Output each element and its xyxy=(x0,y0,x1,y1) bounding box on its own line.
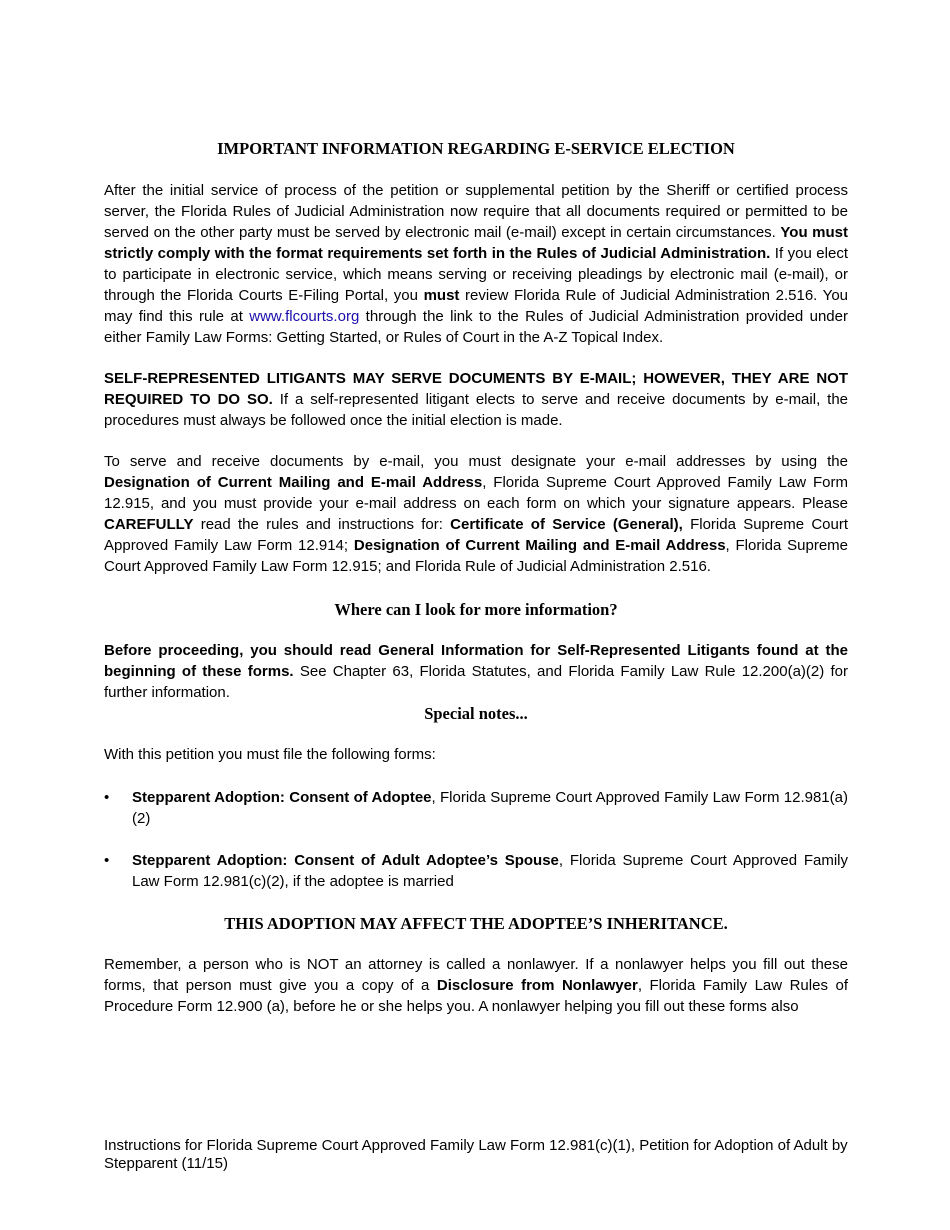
bullet-icon: • xyxy=(104,852,110,869)
paragraph-email-designation: To serve and receive documents by e-mail, you must designate your e-mail addresses by using the Designation of Current Mailing and E-mail Address, Florida Supreme Court Approved Family Law Form 12.915, and you must provide your e-mail address on each form on which your signature appears. Please CAREFULLY read the rules and instructions for: Certificate of Service (General), Florida Supreme Court Approved Family Law Form 12.914; Designation of Current Mailing and E-mail Address, Florida Supreme Court Approved Family Law Form 12.915; and Florida Rule of Judicial Administration 2.516. xyxy=(104,453,848,575)
paragraph-file-forms: With this petition you must file the following forms: xyxy=(104,746,436,763)
paragraph-nonlawyer: Remember, a person who is NOT an attorney is called a nonlawyer. If a nonlawyer helps you fill out these forms, that person must give you a copy of a Disclosure from Nonlawyer, Florida Family Law Rules of Procedure Form 12.900 (a), before he or she helps you. A nonlawyer helping you fill out these forms also xyxy=(104,956,848,1015)
flcourts-link[interactable]: www.flcourts.org xyxy=(249,308,360,325)
heading-eservice-election: IMPORTANT INFORMATION REGARDING E-SERVICE ELECTION xyxy=(217,139,735,158)
paragraph-before-proceeding: Before proceeding, you should read General Information for Self-Represented Litigants found at the beginning of these forms. See Chapter 63, Florida Statutes, and Florida Family Law Rule 12.200(a)(2) for further information. xyxy=(104,642,848,701)
list-item: • Stepparent Adoption: Consent of Adoptee, Florida Supreme Court Approved Family Law Form 12.981(a)(2) xyxy=(104,789,848,827)
heading-inheritance: THIS ADOPTION MAY AFFECT THE ADOPTEE’S INHERITANCE. xyxy=(224,914,728,933)
heading-more-information: Where can I look for more information? xyxy=(334,600,618,619)
document-body xyxy=(104,138,848,1017)
bullet-icon: • xyxy=(104,789,110,806)
list-item: • Stepparent Adoption: Consent of Adult Adoptee’s Spouse, Florida Supreme Court Approved Family Law Form 12.981(c)(2), if the adoptee is married xyxy=(104,852,848,890)
heading-special-notes: Special notes... xyxy=(424,704,528,723)
paragraph-self-represented: SELF-REPRESENTED LITIGANTS MAY SERVE DOCUMENTS BY E-MAIL; HOWEVER, THEY ARE NOT REQUIRED TO DO SO. If a self-represented litigant elects to serve and receive documents by e-mail, the procedures must always be followed once the initial election is made. xyxy=(104,370,849,429)
paragraph-eservice-rules: After the initial service of process of the petition or supplemental petition by the Sheriff or certified process server, the Florida Rules of Judicial Administration now require that all documents required or permitted to be served on the other party must be served by electronic mail (e-mail) except in certain circumstances. You must strictly comply with the format requirements set forth in the Rules of Judicial Administration. If you elect to participate in electronic service, which means serving or receiving pleadings by electronic mail (e-mail), or through the Florida Courts E-Filing Portal, you must review Florida Rule of Judicial Administration 2.516. You may find this rule at www.flcourts.org through the link to the Rules of Judicial Administration provided under either Family Law Forms: Getting Started, or Rules of Court in the A-Z Topical Index. xyxy=(104,182,848,346)
page-footer: Instructions for Florida Supreme Court Approved Family Law Form 12.981(c)(1), Petition for Adoption of Adult by Stepparent (11/15) xyxy=(104,1137,848,1172)
required-forms-list xyxy=(104,787,848,892)
